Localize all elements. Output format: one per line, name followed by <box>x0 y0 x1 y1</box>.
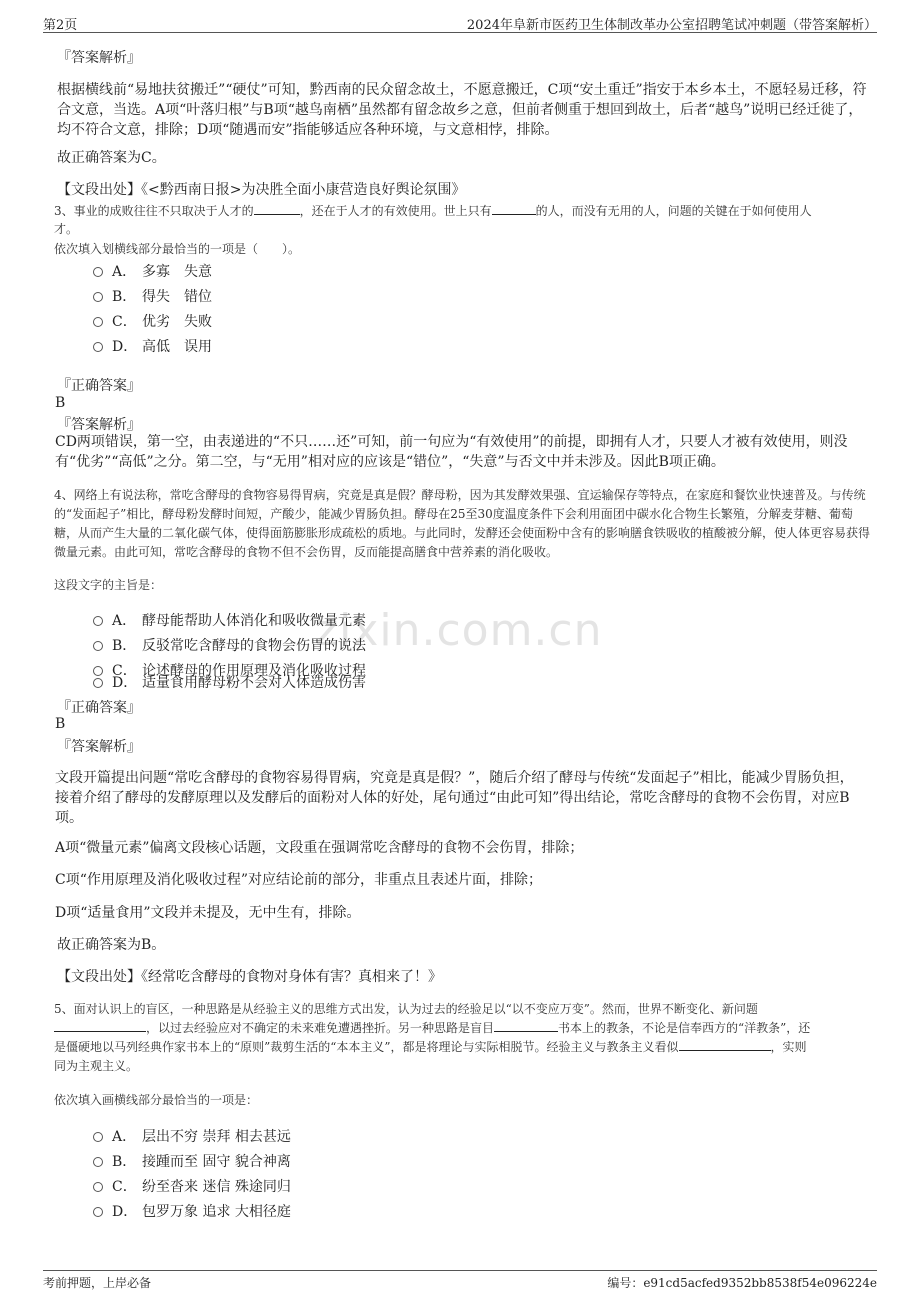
exclusion-c: C项“作用原理及消化吸收过程”对应结论前的部分，非重点且表述片面，排除； <box>55 872 543 888</box>
question-4-option-a[interactable]: A． 酵母能帮助人体消化和吸收微量元素 <box>93 610 366 630</box>
blank-line <box>679 1038 771 1051</box>
correct-answer: B <box>55 716 66 732</box>
question-4-option-b[interactable]: B． 反驳常吃含酵母的食物会伤胃的说法 <box>93 635 366 655</box>
radio-icon[interactable] <box>93 616 103 626</box>
analysis-heading: 『答案解析』 <box>57 50 141 66</box>
document-title: 2024年阜新市医药卫生体制改革办公室招聘笔试冲刺题（带答案解析） <box>466 18 877 33</box>
analysis-heading: 『答案解析』 <box>57 739 141 755</box>
question-4-option-c[interactable]: C． 论述酵母的作用原理及消化吸收过程 <box>93 660 366 680</box>
radio-icon[interactable] <box>93 1132 103 1142</box>
question-4-stem: 4、网络上有说法称，常吃含酵母的食物容易得胃病，究竟是真是假？酵母粉，因为其发酵效果强、宜运输保存等特点，在家庭和餐饮业快速普及。与传统的“发面起子”相比，酵母粉发酵时间短，产酸少，能减少胃肠负担。酵母在25至30度温度条件下会利用面团中碳水化合物生长繁殖，分解麦芽糖、葡萄糖，从而产生大量的二氧化碳气体，使得面筋膨胀形成疏松的质地。与此同时，发酵还会使面粉中含有的影响膳食铁吸收的植酸被分解，使人体更容易获得微量元素。由此可知，常吃含酵母的食物不但不会伤胃，反而能提高膳食中营养素的消化吸收。 <box>54 488 871 559</box>
question-4-option-d[interactable]: D． 适量食用酵母粉不会对人体造成伤害 <box>93 672 366 692</box>
question-5-option-a[interactable]: A． 层出不穷 崇拜 相去甚远 <box>93 1126 291 1146</box>
answer-heading: 『正确答案』 <box>57 700 141 716</box>
question-3-option-b[interactable]: B． 得失 错位 <box>93 286 212 306</box>
analysis-heading: 『答案解析』 <box>57 417 141 433</box>
analysis-text: 根据横线前“易地扶贫搬迁”“硬仗”可知，黔西南的民众留念故土，不愿意搬迁，C项“安土重迁”指安于本乡本土，不愿轻易迁移，符合文意，当选。A项“叶落归根”与B项“越鸟南栖”虽然都有留念故乡之意，但前者侧重于想回到故土，后者“越鸟”说明已经迁徙了，均不符合文意，排除；D项“随遇而安”指能够适应各种环境，与文意相悖，排除。 <box>57 82 867 138</box>
question-5-option-c[interactable]: C． 纷至沓来 迷信 殊途同归 <box>93 1176 291 1196</box>
exclusion-a: A项“微量元素”偏离文段核心话题，文段重在强调常吃含酵母的食物不会伤胃，排除； <box>55 840 584 856</box>
exclusion-d: D项“适量食用”文段并未提及，无中生有，排除。 <box>55 905 361 921</box>
answer-heading: 『正确答案』 <box>57 378 141 394</box>
question-3-stem: 3、事业的成败往往不只取决于人才的 ，还在于人才的有效使用。世上只有 的人，而没有无用的人，问题的关键在于如何使用人 才。 <box>54 204 812 236</box>
radio-icon[interactable] <box>93 1157 103 1167</box>
document-id: 编号：e91cd5acfed9352bb8538f54e096224e <box>607 1276 877 1290</box>
question-3-option-c[interactable]: C． 优劣 失败 <box>93 311 212 331</box>
page-header <box>43 14 877 33</box>
watermark: zixin.com.cn <box>315 605 603 656</box>
question-3-option-a[interactable]: A． 多寡 失意 <box>93 261 212 281</box>
source-citation: 【文段出处】《<黔西南日报>为决胜全面小康营造良好舆论氛围》 <box>57 182 466 198</box>
question-5-option-b[interactable]: B． 接踵而至 固守 貌合神离 <box>93 1151 291 1171</box>
radio-icon[interactable] <box>93 641 103 651</box>
conclusion-text: 故正确答案为C。 <box>57 150 166 166</box>
blank-line <box>254 202 300 215</box>
question-5-prompt: 依次填入画横线部分最恰当的一项是： <box>54 1093 259 1107</box>
footer-slogan: 考前押题，上岸必备 <box>43 1276 152 1290</box>
radio-icon[interactable] <box>93 1207 103 1217</box>
question-5-stem: 5、面对认识上的盲区，一种思路是从经验主义的思维方式出发，认为过去的经验足以“以不变应万变”。然而，世界不断变化、新问题 ，以过去经验应对不确定的未来难免遭遇挫折。另一种思路是盲目 书本上的教条，不论是信奉西方的“洋教条”，还 是僵硬地以马列经典作家书本上的“原则”裁剪生活的“本本主义”，都是将理论与实际相脱节。经验主义与教条主义看似 ，实则 同为主观主义。 <box>54 1002 811 1073</box>
radio-icon[interactable] <box>93 342 103 352</box>
radio-icon[interactable] <box>93 317 103 327</box>
question-4-prompt: 这段文字的主旨是： <box>54 578 163 592</box>
question-5-option-d[interactable]: D． 包罗万象 追求 大相径庭 <box>93 1201 291 1221</box>
page-number: 第2页 <box>43 18 78 33</box>
blank-line <box>54 1019 146 1032</box>
radio-icon[interactable] <box>93 1182 103 1192</box>
blank-line <box>494 1019 558 1032</box>
radio-icon[interactable] <box>93 292 103 302</box>
question-3-option-d[interactable]: D． 高低 误用 <box>93 336 212 356</box>
page-footer <box>43 1270 877 1291</box>
radio-icon[interactable] <box>93 678 103 688</box>
source-citation: 【文段出处】《经常吃含酵母的食物对身体有害？真相来了！》 <box>57 969 442 985</box>
question-3-prompt: 依次填入划横线部分最恰当的一项是（ ）。 <box>54 242 301 256</box>
analysis-text: CD两项错误，第一空，由表递进的“不只……还”可知，前一句应为“有效使用”的前提，即拥有人才，只要人才被有效使用，则没有“优劣”“高低”之分。第二空，与“无用”相对应的应该是“错位”，“失意”与否文中并未涉及。因此B项正确。 <box>55 434 848 470</box>
radio-icon[interactable] <box>93 267 103 277</box>
conclusion-text: 故正确答案为B。 <box>57 937 166 953</box>
correct-answer: B <box>55 395 66 411</box>
analysis-text: 文段开篇提出问题“常吃含酵母的食物容易得胃病，究竟是真是假？”，随后介绍了酵母与传统“发面起子”相比，能减少胃肠负担，接着介绍了酵母的发酵原理以及发酵后的面粉对人体的好处，尾句通过“由此可知”得出结论，常吃含酵母的食物不会伤胃，对应B项。 <box>55 770 854 826</box>
blank-line <box>492 202 536 215</box>
